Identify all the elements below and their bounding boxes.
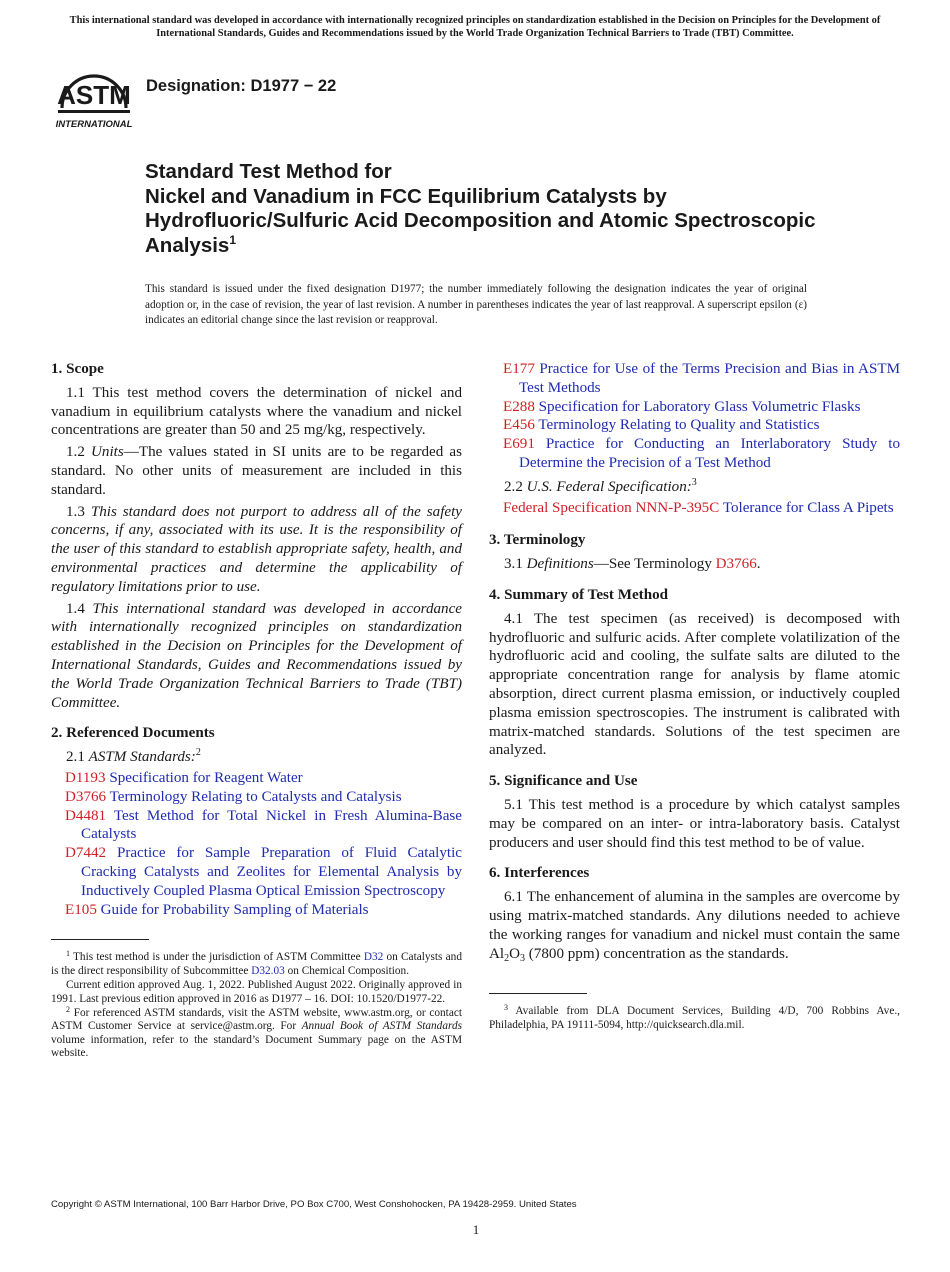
ref-title[interactable]: Terminology Relating to Catalysts and Catalysis [109, 788, 402, 805]
para-1-3: 1.3 This standard does not purport to address all of the safety concerns, if any, associated with its use. It is the responsibility of the user of this standard to establish appropriate safety, health, and environmental practices and determine the applicability of regulatory limitations prior to use. [51, 503, 463, 595]
ref-title[interactable]: Practice for Sample Preparation of Fluid Catalytic Cracking Catalysts and Zeolites for Elemental Analysis by Inductively Coupled Plasma Optical Emission Spectroscopy [81, 845, 462, 899]
footnotes-left [51, 951, 462, 1060]
ref-title[interactable]: Practice for Use of the Terms Precision and Bias in ASTM Test Methods [519, 361, 900, 396]
ref-code[interactable]: E456 [503, 417, 535, 434]
title-footnote-mark: 1 [229, 232, 237, 247]
astm-standards-label: 2.1 ASTM Standards:$^2$ [66, 747, 201, 766]
para-1-4: 1.4 This international standard was developed in accordance with internationally recognized principles on standardization established in the Decision on Principles for the Development of International Standards, Guides and Recommendations issued by the World Trade Organization Technical Barriers to Trade (TBT) Committee. [51, 600, 463, 711]
ref-item-e177[interactable] [489, 360, 900, 398]
footnote-2: $^2$ For referenced ASTM standards, visit the ASTM website, www.astm.org, or contact ASTM Customer Service at service@astm.org. For Annual Book of ASTM Standards volume information, refer to the standard’s Document Summary page on the ASTM website. [51, 1004, 462, 1060]
section-heading-significance: 5. Significance and Use [489, 773, 638, 790]
logo-wordmark: INTERNATIONAL [55, 119, 133, 130]
ref-item-e456[interactable] [489, 416, 900, 435]
ref-code[interactable]: D4481 [65, 807, 107, 824]
footnote-3: $^3$ Available from DLA Document Services, Building 4/D, 700 Robbins Ave., Philadelphia, PA 19111-5094, http://quicksearch.dla.mil. [489, 1003, 900, 1031]
ref-code[interactable]: D3766 [65, 788, 107, 805]
section-heading-interferences: 6. Interferences [489, 865, 590, 882]
reference-list-left [51, 769, 462, 919]
right-column [489, 360, 900, 1033]
footnote-1-edition: Current edition approved Aug. 1, 2022. Published August 2022. Originally approved in 1991. Last previous edition approved in 2016 as D1977 – 16. DOI: 10.1520/D1977-22. [51, 979, 462, 1005]
preamble: This standard is issued under the fixed designation D1977; the number immediately following the designation indicates the year of original adoption or, in the case of revision, the year of last revision. A number in parentheses indicates the year of last reapproval. A superscript epsilon (ε) indicates an editorial change since the last revision or reapproval. [145, 283, 807, 327]
para-4-1: 4.1 The test specimen (as received) is decomposed with hydrofluoric and sulfuric acids. After complete volatilization of the hydrofluoric acid and cooling, the sulfate salts are diluted to the appropriate concentration range for analysis by flame atomic absorption, direct current plasma emission, or inductively coupled plasma emission spectroscopies. The instrument is calibrated with matrix-matched standards. Solutions of the test specimen are analyzed. [489, 610, 900, 759]
copyright: Copyright © ASTM International, 100 Barr Harbor Drive, PO Box C700, West Conshohocken, PA 19428-2959. United States [51, 1199, 577, 1210]
reference-list-right [489, 360, 900, 473]
ref-item-e288[interactable] [489, 398, 900, 417]
page-number: 1 [472, 1222, 480, 1237]
ref-code[interactable]: E691 [503, 436, 535, 453]
ref-title[interactable]: Specification for Reagent Water [109, 769, 303, 786]
ref-title[interactable]: Test Method for Total Nickel in Fresh Alumina-Base Catalysts [81, 807, 462, 843]
designation: Designation: D1977 − 22 [146, 77, 337, 95]
federal-spec-label: 2.2 U.S. Federal Specification:$^3$ [504, 476, 697, 495]
ref-code[interactable]: E288 [503, 398, 535, 415]
ref-item-d3766[interactable] [51, 788, 462, 807]
left-column [51, 360, 462, 1062]
ref-title[interactable]: Guide for Probability Sampling of Materials [100, 901, 369, 918]
link-d3766[interactable]: D3766 [715, 556, 757, 573]
ref-item-e105[interactable] [51, 901, 462, 920]
title-main: Nickel and Vanadium in FCC Equilibrium Catalysts by Hydrofluoric/Sulfuric Acid Decomposition and Atomic Spectroscopic Analysis$^1$ [145, 184, 816, 257]
document-title [145, 160, 865, 258]
section-heading-scope: 1. Scope [51, 361, 104, 377]
link-d32-03[interactable]: D32.03 [251, 964, 285, 977]
ref-item-e691[interactable] [489, 435, 900, 473]
para-3-1: 3.1 Definitions—See Terminology D3766. [504, 556, 761, 573]
footnote-1: $^1$ This test method is under the jurisdiction of ASTM Committee D32 on Catalysts and is the direct responsibility of Subcommittee D32.03 on Chemical Composition. [51, 949, 462, 977]
ref-code[interactable]: D1193 [65, 769, 106, 786]
ref-item-federal-spec[interactable]: Federal Specification NNN-P-395C Tolerance for Class A Pipets [503, 499, 894, 516]
footnote-rule-left [51, 939, 149, 940]
ref-code[interactable]: D7442 [65, 845, 107, 862]
para-6-1: 6.1 The enhancement of alumina in the samples are overcome by using matrix-matched standards. Any dilutions needed to achieve the working ranges for vanadium and nickel must contain the same $Al_2O_3$ (7800 ppm) concentration as the standards. [489, 889, 900, 964]
wto-notice: This international standard was developed in accordance with internationally recognized principles on standardization established in the Decision on Principles for the Development of International Standards, Guides and Recommendations issued by the World Trade Organization Technical Barriers to Trade (TBT) Committee. [69, 15, 881, 39]
footnote-rule-right [489, 993, 587, 994]
astm-logo [52, 58, 136, 130]
para-1-2: 1.2 Units—The values stated in SI units are to be regarded as standard. No other units of measurement are included in this standard. [51, 444, 462, 498]
para-5-1: 5.1 This test method is a procedure by which catalyst samples may be compared on an inter- or intra-laboratory basis. Catalyst producers and user should find this test method to be of value. [489, 796, 900, 851]
ref-item-d7442[interactable] [51, 844, 462, 900]
ref-code[interactable]: E105 [65, 901, 97, 918]
title-line-1: Standard Test Method for [145, 160, 392, 183]
ref-title[interactable]: Practice for Conducting an Interlaboratory Study to Determine the Precision of a Test Method [519, 436, 900, 471]
section-heading-terminology: 3. Terminology [489, 532, 586, 549]
logo-letters: ASTM [57, 80, 131, 110]
ref-item-d1193[interactable] [51, 769, 462, 788]
section-heading-referenced-documents: 2. Referenced Documents [51, 725, 215, 742]
link-d32[interactable]: D32 [363, 951, 384, 964]
ref-item-d4481[interactable] [51, 807, 462, 845]
ref-code[interactable]: E177 [503, 361, 535, 377]
section-heading-summary: 4. Summary of Test Method [489, 586, 669, 603]
ref-title[interactable]: Specification for Laboratory Glass Volumetric Flasks [538, 398, 861, 415]
para-1-1: 1.1 This test method covers the determination of nickel and vanadium in equilibrium catalysts where the vanadium and nickel concentrations are greater than 50 and 25 mg/kg, respectively. [51, 384, 462, 439]
ref-title[interactable]: Terminology Relating to Quality and Statistics [538, 417, 820, 434]
